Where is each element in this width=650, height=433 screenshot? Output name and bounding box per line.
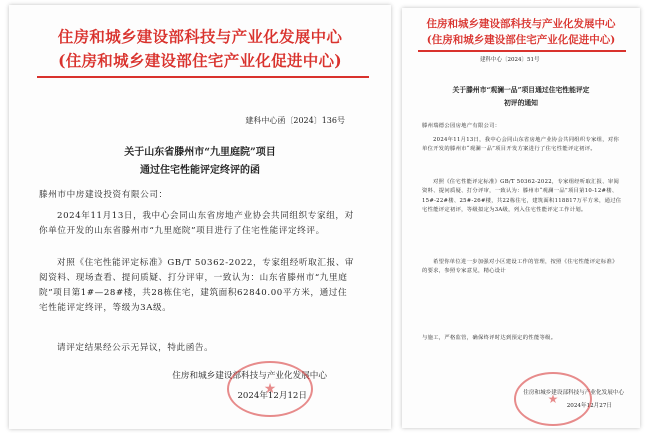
document-title-line1: 关于滕州市“观澜一品”项目通过住宅性能评定 xyxy=(452,86,590,94)
document-page-left xyxy=(9,5,391,429)
official-seal-stamp xyxy=(514,372,592,426)
recipient: 滕州瑞德公园房地产有限公司： xyxy=(422,123,501,129)
body-paragraph-2: 对照《住宅性能评定标准》GB/T 50362-2022，专家组经听取汇报、审阅资料、提问质疑、打分评审，一致认为：滕州市“观澜一品”项目第10-12#楼、15#-22#楼、25#-26#楼，共22栋住宅，建筑面积118817万平方米，通过住宅性能评定初评，等级拟定为3A级，列入住宅性能评定工作计划。 xyxy=(422,179,622,213)
body-paragraph-3: 希望你单位进一步加强对小区建设工作的管理，按照《住宅性能评定标准》的要求，参照专家意见，精心设计 xyxy=(422,259,618,275)
document-number: 建科中心函〔2024〕136号 xyxy=(245,116,345,125)
document-number: 建科中心〔2024〕51号 xyxy=(480,57,540,63)
body-paragraph-4: 与施工，严格监管，确保终评时达到预定的性能等级。 xyxy=(422,335,557,341)
letterhead-divider xyxy=(37,76,369,78)
recipient: 滕州市中房建设投资有限公司： xyxy=(39,190,168,200)
document-title-line1: 关于山东省滕州市“九里庭院”项目 xyxy=(124,147,276,158)
body-paragraph-1: 2024年11月13日，我中心会同山东省房地产业协会共同组织专家组，对你单位开发的滕州市“观澜一品”项目开发方案进行了住宅性能评定初评。 xyxy=(422,137,620,153)
document-title-line2: 通过住宅性能评定终评的函 xyxy=(140,165,260,176)
document-page-right xyxy=(402,8,640,428)
body-paragraph-2: 对照《住宅性能评定标准》GB/T 50362-2022，专家组经听取汇报、审阅资料、现场查看、提问质疑、打分评审，一致认为：山东省滕州市“九里庭院”项目第1#—28#楼，共28栋住宅，建筑面积62840.00平方米，通过住宅性能评定终评，等级为3A级。 xyxy=(39,258,355,313)
letterhead-line1: 住房和城乡建设部科技与产业化发展中心 xyxy=(57,27,343,46)
issue-date: 2024年12月12日 xyxy=(237,391,307,401)
issuer-signature: 住房和城乡建设部科技与产业化发展中心 xyxy=(523,390,624,396)
document-title-line2: 初评的通知 xyxy=(504,99,538,107)
official-seal-stamp xyxy=(227,361,313,417)
body-paragraph-1: 2024年11月13日，我中心会同山东省房地产业协会共同组织专家组，对你单位开发的山东省滕州市“九里庭院”项目进行了住宅性能评定终评。 xyxy=(39,211,354,236)
letterhead-divider xyxy=(418,50,626,52)
letterhead-line1: 住房和城乡建设部科技与产业化发展中心 xyxy=(426,18,616,30)
letterhead-line2: (住房和城乡建设部住宅产业化促进中心) xyxy=(426,34,616,46)
issue-date: 2024年12月27日 xyxy=(566,403,612,409)
letterhead-line2: (住房和城乡建设部住宅产业化促进中心) xyxy=(58,51,342,70)
body-paragraph-3: 请评定结果经公示无异议，特此函告。 xyxy=(57,343,214,353)
issuer-signature: 住房和城乡建设部科技与产业化发展中心 xyxy=(172,371,327,381)
